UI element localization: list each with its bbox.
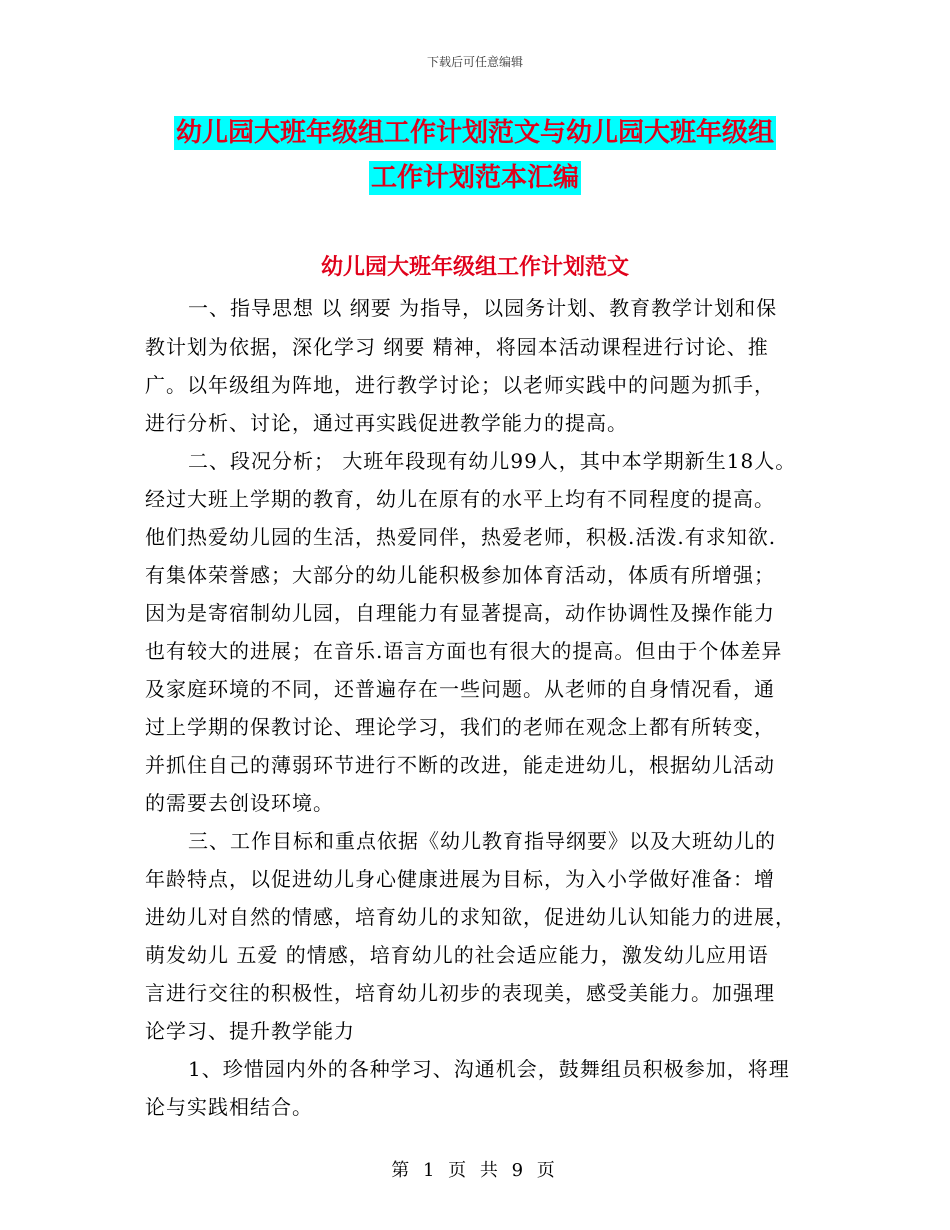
paragraph-line: 年龄特点，以促进幼儿身心健康进展为目标，为入小学做好准备：增 [145,867,775,891]
paragraph-line: 过上学期的保教讨论、理论学习，我们的老师在观念上都有所转变， [145,715,775,739]
paragraph-line: 教计划为依据，深化学习 纲要 精神，将园本活动课程进行讨论、推 [145,335,769,359]
paragraph-line: 萌发幼儿 五爱 的情感，培育幼儿的社会适应能力，激发幼儿应用语 [145,943,769,967]
paragraph-line: 经过大班上学期的教育，幼儿在原有的水平上均有不同程度的提高。 [145,487,775,511]
paragraph-line: 言进行交往的积极性，培育幼儿初步的表现美，感受美能力。加强理 [145,981,775,1005]
document-title-line-2: 工作计划范本汇编 [370,163,579,193]
paragraph-line: 二、段况分析； 大班年段现有幼儿99人，其中本学期新生18人。 [188,449,797,473]
paragraph-line: 进行分析、讨论，通过再实践促进教学能力的提高。 [145,411,628,435]
page-footer: 第 1 页 共 9 页 [391,1160,559,1181]
paragraph-line: 广。以年级组为阵地，进行教学讨论；以老师实践中的问题为抓手， [145,373,775,397]
paragraph-line: 并抓住自己的薄弱环节进行不断的改进，能走进幼儿，根据幼儿活动 [145,753,775,777]
paragraph-line: 论学习、提升教学能力 [145,1019,355,1043]
paragraph-line: 论与实践相结合。 [145,1095,313,1119]
paragraph-line: 的需要去创设环境。 [145,791,334,815]
paragraph-line: 进幼儿对自然的情感，培育幼儿的求知欲，促进幼儿认知能力的进展， [145,905,796,929]
paragraph-line: 一、指导思想 以 纲要 为指导，以园务计划、教育教学计划和保 [188,296,778,320]
paragraph-line: 1、珍惜园内外的各种学习、沟通机会，鼓舞组员积极参加，将理 [188,1057,790,1081]
paragraph-line: 因为是寄宿制幼儿园，自理能力有显著提高，动作协调性及操作能力 [145,601,775,625]
section-heading: 幼儿园大班年级组工作计划范文 [320,254,629,280]
paragraph-line: 有集体荣誉感；大部分的幼儿能积极参加体育活动，体质有所增强； [145,563,775,587]
paragraph-line: 也有较大的进展；在音乐.语言方面也有很大的提高。但由于个体差异 [145,639,783,663]
paragraph-line: 三、工作目标和重点依据《幼儿教育指导纲要》以及大班幼儿的 [188,829,776,853]
paragraph-line: 及家庭环境的不同，还普遍存在一些问题。从老师的自身情况看，通 [145,677,775,701]
paragraph-line: 他们热爱幼儿园的生活，热爱同伴，热爱老师，积极.活泼.有求知欲. [145,525,777,549]
header-note: 下载后可任意编辑 [426,55,523,69]
document-title-line-1: 幼儿园大班年级组工作计划范文与幼儿园大班年级组 [175,118,774,148]
